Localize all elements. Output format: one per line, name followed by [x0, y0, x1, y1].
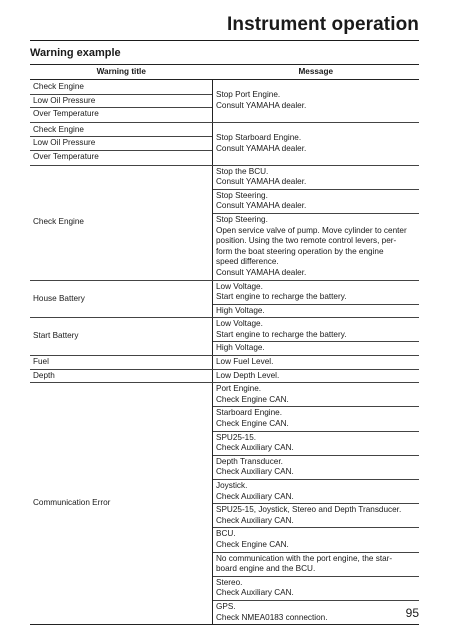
- warning-title-cell: [30, 383, 213, 625]
- warning-message: Stop Steering. Open service valve of pump. Move cylinder to center position. Using the two remote control levers, per- form the boat steering operation by the engine speed difference. Consult YAMAHA dealer.: [213, 213, 420, 280]
- table-row: [30, 122, 419, 165]
- warning-message: Depth Transducer. Check Auxiliary CAN.: [213, 455, 420, 479]
- warning-message: Stereo. Check Auxiliary CAN.: [213, 576, 420, 600]
- warning-table-body: [30, 80, 419, 625]
- table-header-row: [30, 65, 419, 80]
- header-rule: [30, 40, 419, 41]
- warning-title: House Battery: [33, 293, 85, 303]
- page-number: 95: [405, 606, 419, 620]
- warning-message: High Voltage.: [213, 304, 420, 318]
- warning-title-cell: [30, 165, 213, 280]
- section-heading: Warning example: [30, 47, 121, 59]
- table-row: [30, 369, 419, 383]
- warning-message: Stop Steering. Consult YAMAHA dealer.: [213, 189, 420, 213]
- warning-title: Check Engine: [30, 124, 212, 138]
- warning-message: Stop Port Engine. Consult YAMAHA dealer.: [213, 80, 420, 123]
- warning-title-cell: [30, 280, 213, 318]
- warning-title: Low Oil Pressure: [30, 95, 212, 109]
- warning-message: Starboard Engine. Check Engine CAN.: [213, 407, 420, 431]
- warning-title: Communication Error: [33, 498, 111, 508]
- warning-message: Low Voltage. Start engine to recharge the battery.: [213, 318, 420, 342]
- warning-table: [30, 64, 419, 625]
- table-row: [30, 383, 419, 407]
- table-row: [30, 356, 419, 370]
- table-row: [30, 165, 419, 189]
- warning-title: Check Engine: [30, 81, 212, 95]
- table-row: [30, 318, 419, 342]
- warning-title-cell: [30, 122, 213, 165]
- warning-message: Port Engine. Check Engine CAN.: [213, 383, 420, 407]
- warning-message: Joystick. Check Auxiliary CAN.: [213, 480, 420, 504]
- warning-message: SPU25-15, Joystick, Stereo and Depth Transducer. Check Auxiliary CAN.: [213, 504, 420, 528]
- warning-message: Low Fuel Level.: [213, 356, 420, 370]
- warning-message: High Voltage.: [213, 342, 420, 356]
- warning-title: Over Temperature: [33, 109, 99, 119]
- column-header-message: Message: [213, 65, 420, 80]
- page-title: Instrument operation: [226, 14, 419, 35]
- warning-message: Low Depth Level.: [213, 369, 420, 383]
- table-row: [30, 80, 419, 123]
- warning-message: SPU25-15. Check Auxiliary CAN.: [213, 431, 420, 455]
- warning-title-cell: [30, 356, 213, 370]
- warning-title-cell: [30, 80, 213, 123]
- table-row: [30, 280, 419, 304]
- column-header-warning-title: Warning title: [30, 65, 213, 80]
- warning-title: Fuel: [33, 357, 49, 367]
- warning-title: Low Oil Pressure: [30, 137, 212, 151]
- warning-message: Stop the BCU. Consult YAMAHA dealer.: [213, 165, 420, 189]
- warning-title: Depth: [33, 370, 55, 380]
- warning-message: Low Voltage. Start engine to recharge the battery.: [213, 280, 420, 304]
- warning-message: No communication with the port engine, the star- board engine and the BCU.: [213, 552, 420, 576]
- warning-message: Stop Starboard Engine. Consult YAMAHA dealer.: [213, 122, 420, 165]
- warning-title-cell: [30, 369, 213, 383]
- warning-message: BCU. Check Engine CAN.: [213, 528, 420, 552]
- warning-title: Check Engine: [33, 217, 84, 227]
- warning-title-cell: [30, 318, 213, 356]
- warning-title: Start Battery: [33, 331, 79, 341]
- warning-message: GPS. Check NMEA0183 connection.: [213, 600, 420, 624]
- warning-title: Over Temperature: [33, 151, 99, 161]
